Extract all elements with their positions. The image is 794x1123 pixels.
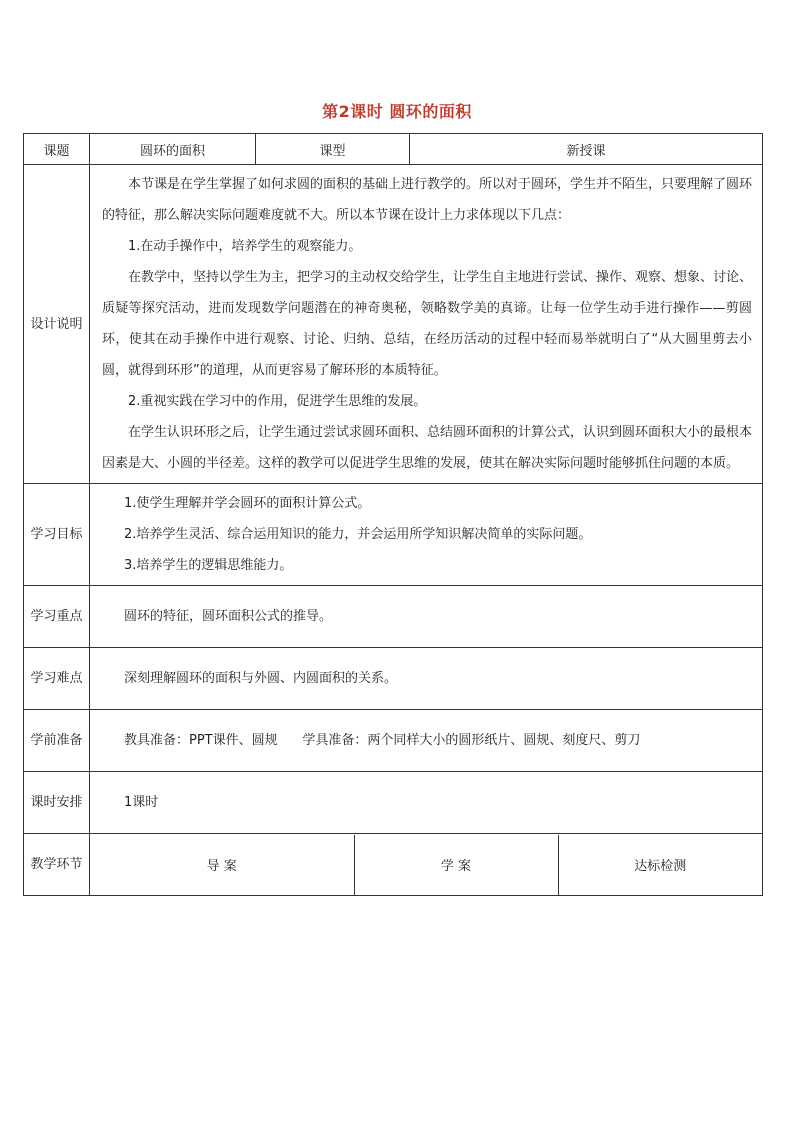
teaching-row (24, 834, 763, 896)
lesson-plan-table (23, 133, 763, 896)
page-title: 第2课时 圆环的面积 (322, 102, 472, 121)
design-paragraph: 在教学中，坚持以学生为主，把学习的主动权交给学生，让学生自主地进行尝试、操作、观察、想象、讨论、质疑等探究活动，进而发现数学问题潜在的神奇奥秘，领略数学美的真谛。让每一位学生动手进行操作——剪圆环，使其在动手操作中进行观察、讨论、归纳、总结，在经历活动的过程中轻而易举就明白了“从大圆里剪去小圆，就得到环形”的道理，从而更容易了解环形的本质特征。 (102, 270, 753, 378)
difficulties-text: 深刻理解圆环的面积与外圆、内圆面积的关系。 (124, 671, 398, 686)
label-difficulties: 学习难点 (30, 671, 83, 686)
label-topic: 课题 (24, 134, 90, 165)
schedule-text: 1课时 (124, 795, 159, 810)
design-row (24, 165, 763, 484)
design-paragraph: 2.重视实践在学习中的作用，促进学生思维的发展。 (128, 394, 427, 409)
label-design: 设计说明 (30, 316, 83, 332)
label-type: 课型 (256, 134, 410, 165)
column-assessment: 达标检测 (558, 835, 762, 895)
design-paragraph: 在学生认识环形之后，让学生通过尝试求圆环面积、总结圆环面积的计算公式，认识到圆环面积大小的最根本因素是大、小圆的半径差。这样的教学可以促进学生思维的发展，使其在解决实际问题时能够抓住问题的本质。 (102, 425, 753, 471)
label-key-points: 学习重点 (30, 609, 83, 624)
column-study: 学 案 (354, 835, 558, 895)
label-schedule: 课时安排 (30, 795, 83, 810)
design-paragraph: 1.在动手操作中，培养学生的观察能力。 (128, 239, 362, 254)
design-content (90, 165, 763, 484)
design-paragraph: 本节课是在学生掌握了如何求圆的面积的基础上进行教学的。所以对于圆环，学生并不陌生，只要理解了圆环的特征，那么解决实际问题难度就不大。所以本节课在设计上力求体现以下几点： (102, 177, 753, 223)
column-guide: 导 案 (206, 859, 237, 874)
difficulties-row (24, 648, 763, 710)
teaching-columns (90, 835, 762, 895)
preparation-row (24, 710, 763, 772)
preparation-text: 教具准备：PPT课件、圆规 学具准备：两个同样大小的圆形纸片、圆规、刻度尺、剪刀 (124, 733, 641, 748)
header-row (24, 134, 763, 165)
topic-value: 圆环的面积 (90, 134, 256, 165)
type-value: 新授课 (410, 134, 763, 165)
schedule-row (24, 772, 763, 834)
goals-content (90, 484, 763, 586)
label-goals: 学习目标 (30, 527, 83, 542)
key-points-row (24, 586, 763, 648)
goal-item: 3.培养学生的逻辑思维能力。 (124, 558, 293, 573)
key-points-text: 圆环的特征，圆环面积公式的推导。 (124, 609, 333, 624)
label-teaching: 教学环节 (30, 857, 83, 872)
goals-row (24, 484, 763, 586)
label-preparation: 学前准备 (30, 733, 83, 748)
goal-item: 2.培养学生灵活、综合运用知识的能力，并会运用所学知识解决简单的实际问题。 (124, 527, 592, 542)
goal-item: 1.使学生理解并学会圆环的面积计算公式。 (124, 496, 371, 511)
